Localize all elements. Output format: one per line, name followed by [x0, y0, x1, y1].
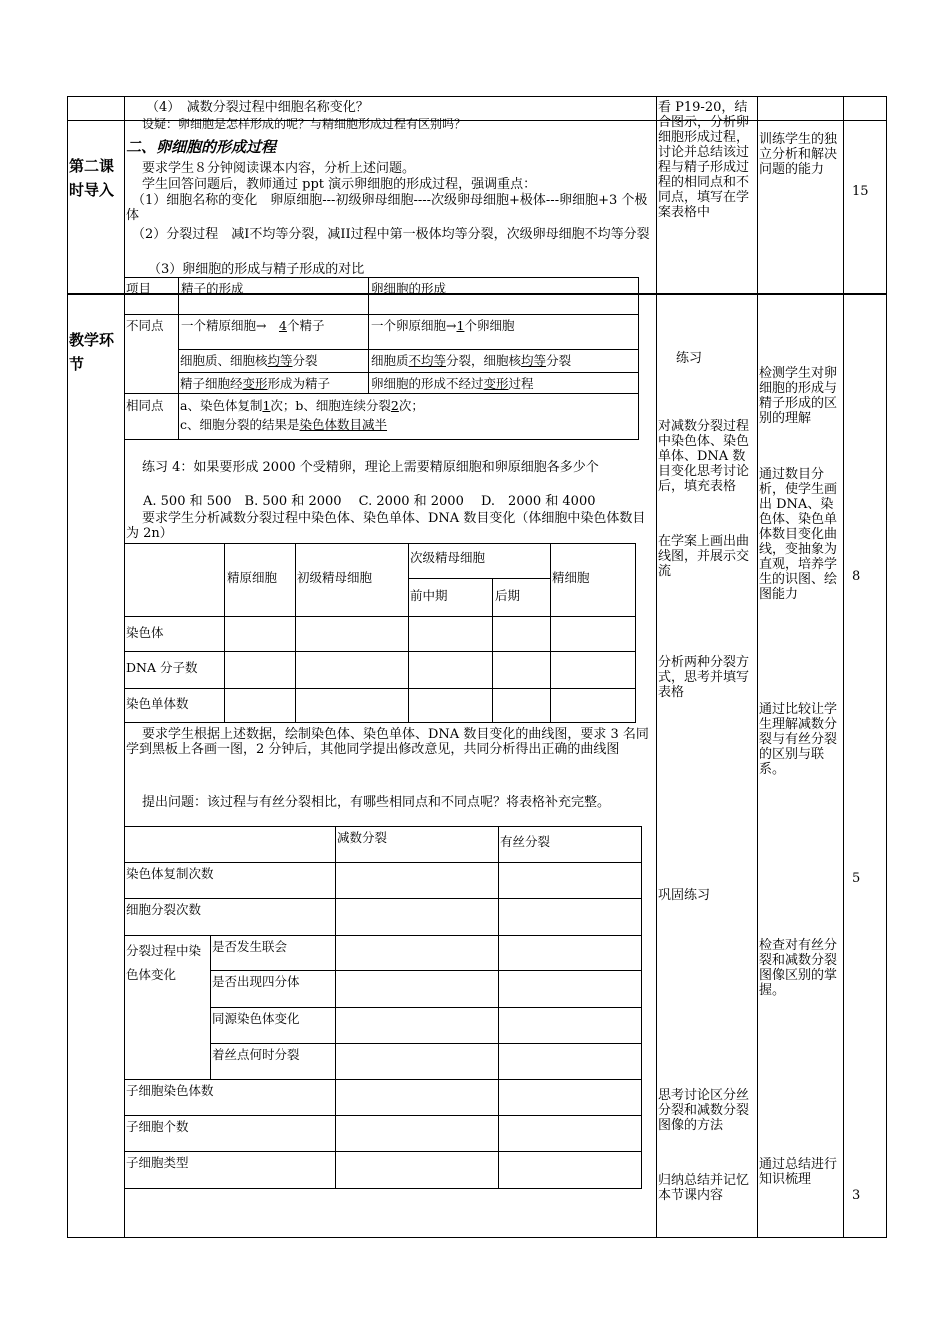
ct-diff-3-sperm: 精子细胞经变形形成为精子: [180, 376, 331, 391]
row-label-intro: 第二课时导入: [69, 157, 115, 199]
mt-header-meiosis: 减数分裂: [337, 830, 388, 845]
outer-col-divider-1: [124, 96, 125, 1238]
para-curve-drawing: 要求学生根据上述数据，绘制染色体、染色单体、DNA 数目变化的曲线图，要求 3 名同学到黑板上各画一图，2 分钟后，其他同学提出修改意见，共同分析得出正确的曲线图: [126, 727, 649, 757]
cnt-row-chromosome: 染色体: [126, 625, 164, 640]
exercise-4-options: A. 500 和 500 B. 500 和 2000 C. 2000 和 2000 D. 2000 和 4000: [143, 494, 596, 509]
question-4: （4） 减数分裂过程中细胞名称变化？: [146, 100, 369, 115]
outer-col-divider-2: [656, 96, 657, 1238]
row-label-teaching: 教学环节: [69, 331, 115, 373]
outer-left-border: [67, 96, 68, 1238]
student-activity-7: 思考讨论区分丝分裂和减数分裂图像的方法: [658, 1088, 750, 1133]
intent-5: 检查对有丝分裂和减数分裂图像区别的掌握。: [759, 938, 838, 998]
cnt-col-primary-spermatocyte: 初级精母细胞: [297, 570, 373, 585]
outer-top-border: [67, 96, 887, 97]
time-3: 3: [852, 1188, 861, 1203]
exercise-4: 练习 4：如果要形成 2000 个受精卵，理论上需要精原细胞和卵原细胞各多少个: [142, 460, 599, 475]
ct-header-item: 项目: [126, 281, 152, 296]
ct-header-egg: 卵细胞的形成: [371, 281, 447, 296]
cnt-col-secondary-spermatocyte: 次级精母细胞: [410, 550, 486, 565]
mt-row-synapsis: 是否发生联会: [212, 939, 288, 954]
student-activity-8: 归纳总结并记忆本节课内容: [658, 1173, 750, 1203]
student-activity-5: 分析两种分裂方式，思考并填写表格: [658, 655, 750, 700]
ct-same-2: c、细胞分裂的结果是染色体数目减半: [180, 417, 388, 432]
student-activity-1: 看 P19-20，结合图示，分析卵细胞形成过程，讨论并总结该过程与精子形成过程的相同点和不同点，填写在学案表格中: [658, 100, 750, 220]
para-compare-mitosis: 提出问题：该过程与有丝分裂相比，有哪些相同点和不同点呢？将表格补充完整。: [142, 795, 611, 810]
ct-diff-3-egg: 卵细胞的形成不经过变形过程: [371, 376, 534, 391]
cnt-col-spermatogonium: 精原细胞: [227, 570, 278, 585]
ct-diff-1-sperm: 一个精原细胞→ 4个精子: [181, 318, 325, 333]
question-prompt: 设疑：卵细胞是怎样形成的呢？与精细胞形成过程有区别吗？: [142, 117, 467, 131]
intent-1: 训练学生的独立分析和解决问题的能力: [759, 132, 838, 177]
student-activity-6: 巩固练习: [658, 888, 711, 903]
mt-row-daughter-chromosomes: 子细胞染色体数: [126, 1083, 214, 1098]
mt-row-daughter-type: 子细胞类型: [126, 1155, 189, 1170]
student-activity-2: 练习: [676, 351, 703, 366]
ct-diff-2-egg: 细胞质不均等分裂，细胞核均等分裂: [371, 353, 572, 368]
time-5: 5: [852, 871, 861, 886]
cnt-col-late: 后期: [495, 588, 521, 603]
cnt-row-chromatid: 染色单体数: [126, 696, 189, 711]
intent-2: 检测学生对卵细胞的形成与精子形成的区别的理解: [759, 366, 838, 426]
student-activity-4: 在学案上画出曲线图，并展示交流: [658, 534, 750, 579]
para-division-process: （2）分裂过程 减Ⅰ不均等分裂，减ⅠⅠ过程中第一极体均等分裂，次级卵母细胞不均等分裂: [132, 227, 650, 242]
intent-3: 通过数目分析，使学生画出 DNA、染色体、染色单体数目变化曲线，变抽象为直观，培养学生的识图、绘图能力: [759, 467, 838, 602]
ct-same-label: 相同点: [126, 398, 164, 413]
mt-row-centromere: 着丝点何时分裂: [212, 1047, 300, 1062]
outer-bottom-border: [67, 1237, 887, 1238]
ct-same-1: a、染色体复制1次；b、细胞连续分裂2次；: [180, 398, 424, 413]
para-cell-names: （1）细胞名称的变化 卵原细胞---初级卵母细胞----次级卵母细胞+极体---卵细胞+3 个极体: [126, 193, 648, 223]
ct-header-sperm: 精子的形成: [181, 281, 244, 296]
mt-row-daughter-count: 子细胞个数: [126, 1119, 189, 1134]
para-comparison: （3）卵细胞的形成与精子形成的对比: [148, 262, 365, 277]
para-reading-task: 要求学生８分钟阅读课本内容，分析上述问题。: [142, 161, 416, 176]
para-count-analysis: 要求学生分析减数分裂过程中染色体、染色单体、DNA 数目变化（体细胞中染色体数目为 2n）: [126, 511, 646, 541]
mt-row-division-count: 细胞分裂次数: [126, 902, 202, 917]
intent-4: 通过比较让学生理解减数分裂与有丝分裂的区别与联系。: [759, 702, 838, 777]
time-15: 15: [852, 184, 869, 199]
mt-header-mitosis: 有丝分裂: [500, 834, 551, 849]
ct-diff-label: 不同点: [126, 318, 164, 333]
outer-right-border: [886, 96, 887, 1238]
cnt-col-early-mid: 前中期: [410, 588, 448, 603]
mt-row-chromosome-change: 分裂过程中染色体变化: [126, 943, 202, 982]
cnt-col-spermatid: 精细胞: [552, 570, 590, 585]
mt-row-homolog: 同源染色体变化: [212, 1011, 300, 1026]
ct-diff-1-egg: 一个卵原细胞→1个卵细胞: [371, 318, 515, 333]
intent-6: 通过总结进行知识梳理: [759, 1157, 838, 1187]
outer-col-divider-4: [843, 96, 844, 1238]
cnt-row-dna: DNA 分子数: [126, 660, 198, 675]
section-heading: 二、卵细胞的形成过程: [126, 138, 277, 156]
time-8: 8: [852, 569, 861, 584]
para-teacher-demo: 学生回答问题后，教师通过 ppt 演示卵细胞的形成过程，强调重点：: [142, 177, 537, 192]
mt-row-tetrad: 是否出现四分体: [212, 974, 300, 989]
student-activity-3: 对减数分裂过程中染色体、染色单体、DNA 数目变化思考讨论后，填充表格: [658, 419, 750, 494]
mt-row-replication: 染色体复制次数: [126, 866, 214, 881]
ct-diff-2-sperm: 细胞质、细胞核均等分裂: [180, 353, 318, 368]
